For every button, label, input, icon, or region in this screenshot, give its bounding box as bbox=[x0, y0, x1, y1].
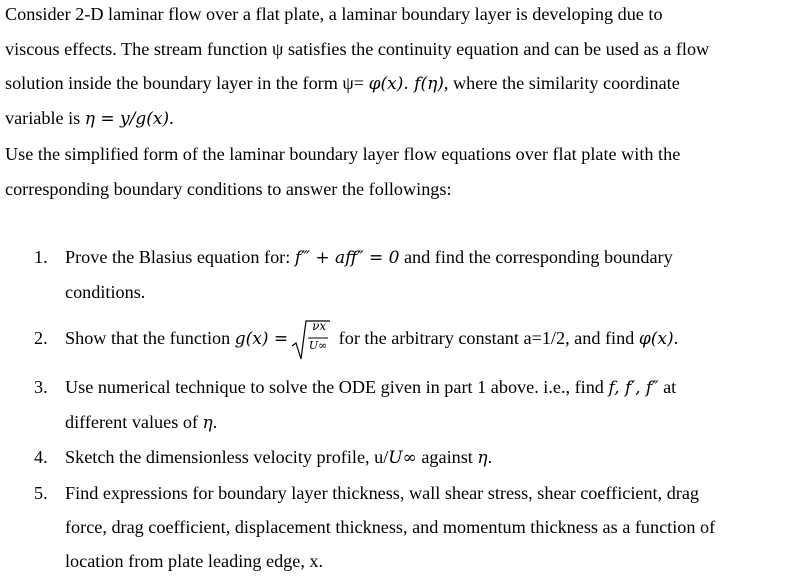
item-1-line-1 bbox=[65, 246, 673, 269]
item-number: 4. bbox=[34, 447, 48, 467]
item-5-line-1: Find expressions for boundary layer thickness, wall shear stress, shear coefficient, drag bbox=[65, 483, 700, 503]
item-number: 3. bbox=[34, 377, 48, 397]
intro-line-3-text-b: , where the similarity coordinate bbox=[443, 73, 680, 93]
eta-symbol: η bbox=[477, 448, 488, 468]
sqrt-fraction bbox=[290, 319, 330, 361]
item-2-text-c: . bbox=[673, 328, 679, 348]
g-of-x: g(x) = bbox=[234, 329, 289, 349]
eta-symbol: η bbox=[202, 413, 213, 433]
intro-line-3-text-a: solution inside the boundary layer in the form ψ= bbox=[5, 73, 369, 93]
item-4-text-c: . bbox=[487, 447, 493, 467]
fraction-denominator: U∞ bbox=[308, 338, 328, 352]
intro-line-4-text-a: variable is bbox=[5, 108, 85, 128]
intro-line-6: corresponding boundary conditions to answer the followings: bbox=[5, 179, 452, 199]
item-number: 5. bbox=[34, 483, 48, 503]
item-number: 2. bbox=[34, 328, 48, 348]
intro-line-1: Consider 2-D laminar flow over a flat plate, a laminar boundary layer is developing due to bbox=[5, 4, 663, 24]
item-3-cont-a: different values of bbox=[65, 412, 203, 432]
item-2-line-1 bbox=[65, 316, 678, 361]
f-derivatives: f, f′, f″ bbox=[608, 378, 659, 398]
similarity-variable: η = y/g(x) bbox=[84, 109, 170, 129]
item-2-text-b: for the arbitrary constant a=1/2, and find bbox=[334, 328, 639, 348]
item-1-text-b: and find the corresponding boundary bbox=[399, 247, 673, 267]
intro-line-2: viscous effects. The stream function ψ satisfies the continuity equation and can be used as a flow bbox=[5, 39, 710, 59]
intro-line-3 bbox=[5, 72, 680, 95]
intro-line-4-text-b: . bbox=[169, 108, 174, 128]
intro-line-4 bbox=[5, 107, 174, 130]
item-3-text-b: at bbox=[658, 377, 677, 397]
item-3-cont-b: . bbox=[212, 412, 218, 432]
item-4-text-a: Sketch the dimensionless velocity profile, u/ bbox=[65, 447, 389, 467]
item-5-line-2: force, drag coefficient, displacement thickness, and momentum thickness as a function of bbox=[65, 517, 716, 537]
stream-function-form: φ(x). f(η) bbox=[368, 74, 444, 94]
item-1-text-a: Prove the Blasius equation for: bbox=[65, 247, 295, 267]
fraction-numerator: νx bbox=[312, 318, 327, 333]
item-3-line-2 bbox=[65, 411, 217, 434]
intro-line-5: Use the simplified form of the laminar boundary layer flow equations over flat plate with the bbox=[5, 144, 681, 164]
item-5-line-3: location from plate leading edge, x. bbox=[65, 551, 324, 571]
blasius-equation: f‴ + aff″ = 0 bbox=[294, 248, 400, 268]
phi-of-x: φ(x) bbox=[638, 329, 674, 349]
item-3-line-1 bbox=[65, 376, 676, 399]
item-4-text-b: against bbox=[416, 447, 478, 467]
item-number: 1. bbox=[34, 247, 48, 267]
item-3-text-a: Use numerical technique to solve the ODE given in part 1 above. i.e., find bbox=[65, 377, 609, 397]
item-1-line-2: conditions. bbox=[65, 282, 146, 302]
item-2-text-a: Show that the function bbox=[65, 328, 235, 348]
item-4-line-1 bbox=[65, 446, 492, 469]
free-stream-velocity: U∞ bbox=[388, 448, 417, 468]
